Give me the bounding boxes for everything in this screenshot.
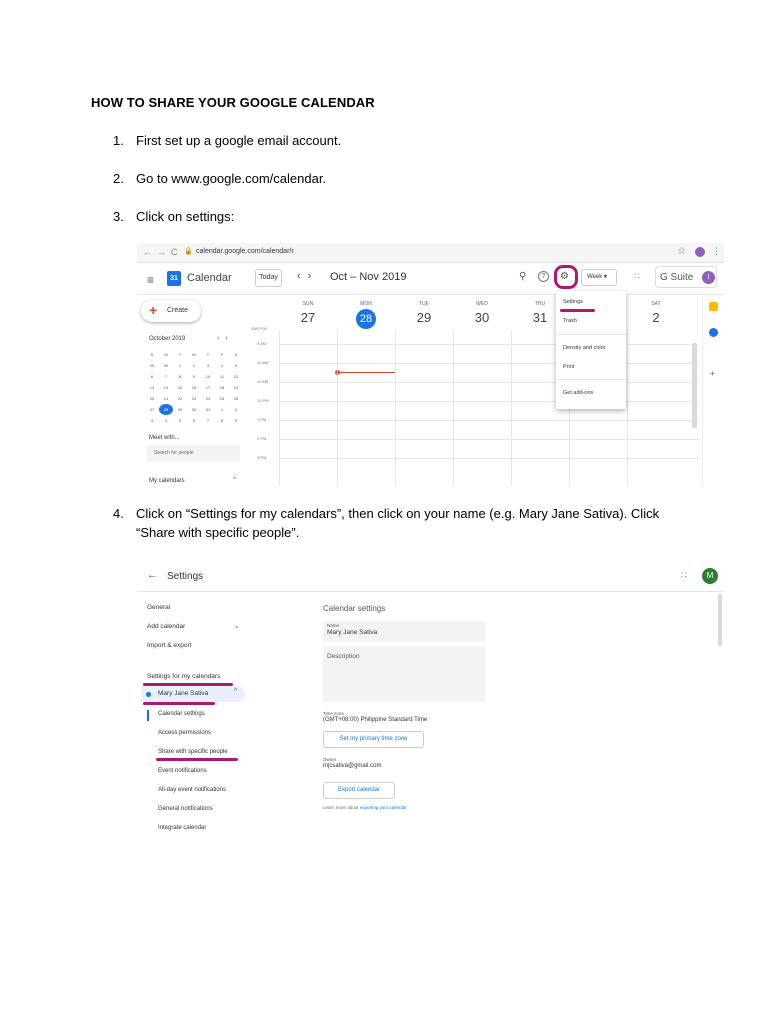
settings-title: Settings — [167, 571, 204, 582]
mini-calendar-day[interactable]: 3 — [150, 418, 154, 423]
mini-calendar-day[interactable]: 6 — [192, 418, 196, 423]
settings-screenshot — [137, 562, 724, 844]
lock-icon: 🔒 — [184, 248, 193, 255]
menu-item-density[interactable]: Density and color — [563, 345, 606, 351]
scrollbar[interactable] — [718, 594, 722, 646]
weekday-label: S — [150, 352, 154, 357]
step-text: Click on settings: — [136, 209, 235, 224]
nav-event-notifications[interactable]: Event notifications — [158, 768, 207, 774]
time-label: 1 PM — [257, 417, 267, 422]
active-indicator — [147, 710, 149, 721]
nav-mary-jane-sativa[interactable]: Mary Jane Sativa — [158, 690, 209, 697]
nav-share-with-specific-people[interactable]: Share with specific people — [158, 749, 228, 755]
nav-settings-my-calendars[interactable]: Settings for my calendars — [147, 673, 221, 680]
day-header[interactable] — [627, 301, 685, 326]
highlight-underline — [156, 758, 238, 761]
day-header[interactable] — [453, 301, 511, 326]
calendar-header — [137, 263, 724, 295]
nav-add-calendar[interactable]: Add calendar — [147, 623, 186, 630]
mini-calendar-day[interactable]: 7 — [164, 374, 168, 379]
right-side-panel — [702, 296, 724, 486]
mini-calendar-day[interactable]: 22 — [177, 396, 183, 401]
column-divider — [627, 330, 628, 486]
day-header[interactable] — [337, 301, 395, 329]
app-name: Calendar — [187, 272, 232, 284]
mini-calendar-day[interactable]: 23 — [191, 396, 197, 401]
avatar[interactable]: I — [702, 271, 715, 284]
name-value: Mary Jane Sativa — [327, 629, 378, 636]
mini-calendar-day[interactable]: 5 — [178, 418, 182, 423]
day-date: 2 — [652, 310, 660, 325]
calendar-screenshot — [137, 243, 724, 486]
mini-calendar-day[interactable]: 2 — [234, 407, 238, 412]
mini-calendar-grid — [145, 349, 245, 426]
nav-all-day-event-notifications[interactable]: All-day event notifications — [158, 787, 227, 793]
help-icon[interactable]: ? — [538, 271, 549, 282]
mini-calendar-day[interactable]: 1 — [178, 363, 182, 368]
hour-line — [279, 439, 699, 440]
mini-calendar-day[interactable]: 30 — [191, 407, 197, 412]
name-label: Name — [327, 623, 340, 628]
day-date: 28 — [356, 309, 376, 329]
mini-calendar-day[interactable]: 31 — [205, 407, 211, 412]
keep-icon[interactable] — [709, 302, 718, 311]
mini-calendar-day[interactable]: 1 — [220, 407, 224, 412]
create-label: Create — [167, 307, 189, 314]
description-placeholder: Description — [327, 653, 360, 660]
step-number: 1. — [113, 133, 124, 148]
owner-label: Owner — [323, 757, 337, 762]
mini-calendar-day[interactable]: 19 — [233, 385, 239, 390]
column-divider — [511, 330, 512, 486]
step-text: Go to www.google.com/calendar. — [136, 171, 327, 186]
menu-item-print[interactable]: Print — [563, 364, 575, 370]
weekday-label: T — [178, 352, 182, 357]
scrollbar[interactable] — [692, 343, 697, 428]
mini-calendar-nav[interactable]: ‹› — [217, 335, 234, 342]
mini-calendar-day[interactable]: 29 — [177, 407, 183, 412]
mini-calendar-day[interactable]: 3 — [206, 363, 210, 368]
chevron-up-icon[interactable]: ^ — [233, 477, 236, 483]
prev-next-arrows[interactable]: ‹› — [297, 270, 319, 282]
weekday-label: T — [206, 352, 210, 357]
mini-calendar-day[interactable]: 12 — [233, 374, 239, 379]
back-arrow-icon[interactable]: ← — [147, 569, 158, 581]
step-number: 2. — [113, 171, 124, 186]
mini-calendar-day[interactable]: 29 — [149, 363, 155, 368]
profile-icon[interactable] — [695, 247, 705, 257]
gsuite-badge[interactable] — [655, 266, 717, 288]
export-calendar-button[interactable]: Export calendar — [323, 782, 395, 799]
meet-with-label: Meet with... — [149, 435, 180, 441]
apps-grid-icon[interactable]: ∷ — [681, 570, 687, 580]
menu-item-addons[interactable]: Get add-ons — [563, 390, 594, 396]
set-primary-timezone-button[interactable]: Set my primary time zone — [323, 731, 424, 748]
mini-calendar-day[interactable]: 4 — [164, 418, 168, 423]
hour-line — [279, 344, 699, 345]
mini-calendar-day[interactable]: 10 — [205, 374, 211, 379]
weekday-label: F — [220, 352, 224, 357]
plus-icon: + — [149, 302, 158, 318]
address-bar[interactable] — [182, 246, 682, 260]
day-name: THU — [534, 301, 546, 307]
nav-calendar-settings[interactable]: Calendar settings — [158, 711, 205, 717]
step-number: 4. — [113, 506, 124, 521]
gear-icon[interactable]: ⚙ — [560, 271, 569, 282]
add-addon-icon[interactable]: + — [710, 369, 715, 378]
mini-calendar-day[interactable]: 14 — [163, 385, 169, 390]
day-name: SAT — [651, 301, 661, 307]
day-date: 31 — [532, 310, 548, 325]
mini-calendar-day[interactable]: 2 — [192, 363, 196, 368]
mini-calendar-day[interactable]: 24 — [205, 396, 211, 401]
time-label: 11 AM — [257, 379, 269, 384]
nav-integrate-calendar[interactable]: Integrate calendar — [158, 825, 207, 831]
url-text: calendar.google.com/calendar/r — [196, 248, 294, 255]
calendar-sidebar — [137, 296, 247, 486]
day-name: TUE — [419, 301, 429, 307]
week-grid — [247, 296, 702, 486]
mini-calendar-day[interactable]: 25 — [219, 396, 225, 401]
browser-menu-icon[interactable]: ⋮ — [712, 246, 721, 256]
mini-calendar-day[interactable]: 28 — [159, 404, 173, 415]
date-range: Oct – Nov 2019 — [330, 271, 407, 283]
time-label: 2 PM — [257, 436, 267, 441]
my-calendars-label[interactable]: My calendars — [149, 478, 185, 484]
mini-calendar-day[interactable]: 15 — [177, 385, 183, 390]
mini-calendar-day[interactable]: 5 — [234, 363, 238, 368]
document-title: HOW TO SHARE YOUR GOOGLE CALENDAR — [91, 95, 375, 110]
owner-value: mjcsativa@gmail.com — [323, 763, 382, 769]
menu-divider — [556, 379, 626, 380]
calendar-logo-icon: 31 — [167, 271, 181, 286]
step-text: Click on “Settings for my calendars”, then click on your name (e.g. Mary Jane Sativa). Click “Share with specific people”. — [136, 506, 660, 540]
mini-calendar-day[interactable]: 26 — [233, 396, 239, 401]
mini-calendar-day[interactable]: 8 — [178, 374, 182, 379]
mini-calendar-month: October 2019 — [149, 336, 186, 342]
gear-highlight-circle — [554, 265, 578, 289]
mini-calendar-day[interactable]: 6 — [150, 374, 154, 379]
mini-calendar-day[interactable]: 9 — [192, 374, 196, 379]
highlight-underline — [143, 702, 215, 705]
menu-divider — [556, 334, 626, 335]
section-title: Calendar settings — [323, 604, 386, 613]
description-field[interactable] — [323, 646, 485, 702]
day-date: 27 — [300, 310, 316, 325]
chevron-up-icon[interactable]: ^ — [234, 688, 238, 695]
time-label: 12 PM — [257, 398, 269, 403]
create-button[interactable] — [141, 300, 201, 322]
hour-line — [279, 401, 699, 402]
menu-item-trash[interactable]: Trash — [563, 318, 577, 324]
browser-bar — [137, 243, 724, 263]
nav-general[interactable]: General — [147, 604, 171, 611]
today-button[interactable]: Today — [255, 269, 282, 287]
settings-underline-highlight — [560, 309, 595, 312]
timezone-label: Time zone — [323, 711, 344, 716]
time-label: 9 AM — [257, 341, 267, 346]
name-field[interactable] — [323, 621, 485, 642]
mini-calendar-day[interactable]: 8 — [220, 418, 224, 423]
day-name: MON — [360, 301, 372, 307]
column-divider — [395, 330, 396, 486]
mini-calendar-day[interactable]: 17 — [205, 385, 211, 390]
hamburger-icon[interactable]: ≡ — [147, 273, 155, 287]
weekday-label: W — [192, 352, 196, 357]
menu-item-settings[interactable]: Settings — [563, 299, 583, 305]
mini-calendar-day[interactable]: 20 — [149, 396, 155, 401]
browser-nav-icons[interactable]: ←→C — [143, 247, 183, 257]
mini-calendar-day[interactable]: 18 — [219, 385, 225, 390]
mini-calendar-day[interactable]: 30 — [163, 363, 169, 368]
nav-access-permissions[interactable]: Access permissions — [158, 730, 212, 736]
nav-import-export[interactable]: Import & export — [147, 642, 192, 649]
calendar-color-dot — [146, 692, 151, 697]
hour-line — [279, 382, 699, 383]
current-time-line — [338, 372, 396, 373]
learn-more-text — [323, 805, 407, 810]
day-date: 30 — [474, 310, 490, 325]
nav-general-notifications[interactable]: General notifications — [158, 806, 213, 812]
mini-calendar-day[interactable]: 13 — [149, 385, 155, 390]
export-help-link[interactable]: exporting your calendar — [359, 805, 407, 810]
step-number: 3. — [113, 209, 124, 224]
step-text: First set up a google email account. — [136, 133, 342, 148]
mini-calendar-day[interactable]: 11 — [219, 374, 225, 379]
column-divider — [453, 330, 454, 486]
apps-grid-icon[interactable]: ∷ — [634, 271, 640, 281]
hour-line — [279, 458, 699, 459]
view-selector[interactable]: Week ▾ — [581, 269, 617, 286]
mini-calendar-day[interactable]: 16 — [191, 385, 197, 390]
mini-calendar-day[interactable]: 7 — [206, 418, 210, 423]
time-label: 3 PM — [257, 455, 267, 460]
hour-line — [279, 420, 699, 421]
mini-calendar-day[interactable]: 27 — [149, 407, 155, 412]
chevron-down-icon[interactable]: ⌄ — [234, 623, 240, 630]
time-label: 10 AM — [257, 360, 269, 365]
column-divider — [279, 330, 280, 486]
search-icon[interactable]: ⚲ — [519, 271, 527, 282]
mini-calendar-day[interactable]: 9 — [234, 418, 238, 423]
day-name: WED — [476, 301, 488, 307]
day-header[interactable] — [395, 301, 453, 326]
gsuite-label: G Suite — [660, 272, 694, 283]
bookmark-star-icon[interactable]: ☆ — [677, 246, 686, 257]
avatar[interactable]: M — [702, 568, 718, 584]
hour-line — [279, 363, 699, 364]
settings-header — [137, 562, 724, 592]
weekday-label: S — [234, 352, 238, 357]
search-people-input[interactable]: Search for people — [147, 445, 240, 462]
column-divider — [337, 330, 338, 486]
day-name: SUN — [302, 301, 314, 307]
timezone-label: GMT+08 — [251, 326, 267, 331]
mini-calendar-day[interactable]: 4 — [220, 363, 224, 368]
mini-calendar-day[interactable]: 21 — [163, 396, 169, 401]
learn-more-prefix: Learn more about — [323, 805, 360, 810]
weekday-label: M — [164, 352, 168, 357]
tasks-icon[interactable] — [709, 328, 718, 337]
timezone-value: (GMT+08:00) Philippine Standard Time — [323, 717, 428, 723]
day-header[interactable] — [279, 301, 337, 326]
day-date: 29 — [416, 310, 432, 325]
